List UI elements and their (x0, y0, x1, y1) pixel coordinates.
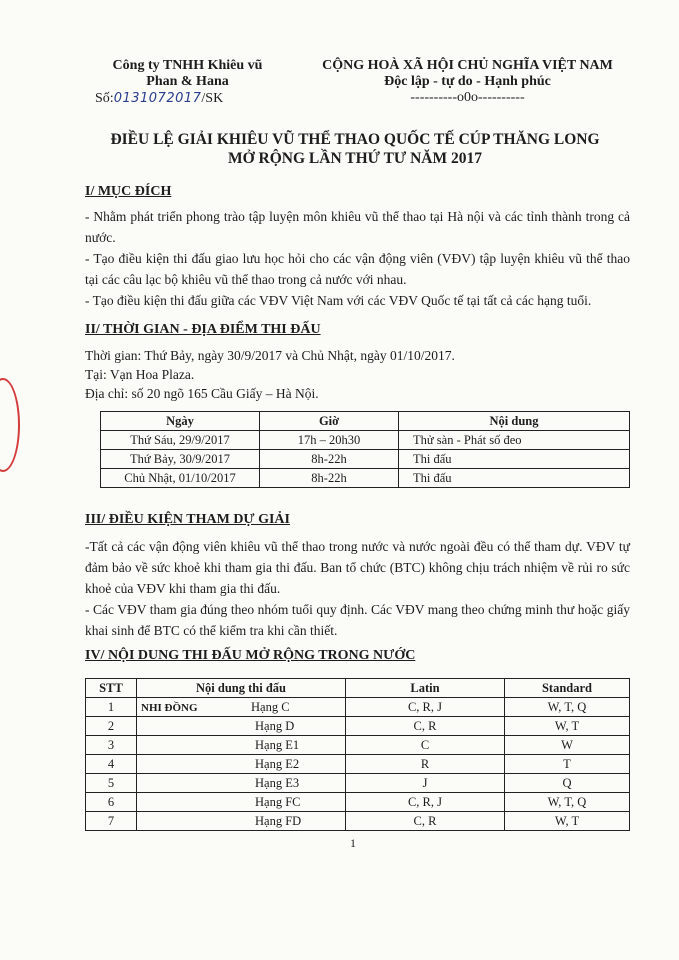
latin-cell: R (346, 755, 505, 774)
schedule-cell: Thứ Sáu, 29/9/2017 (101, 431, 260, 450)
content-cell: Hạng E3 (137, 774, 346, 793)
content-cell (137, 698, 346, 717)
latin-cell: C (346, 736, 505, 755)
standard-cell: W, T (505, 812, 630, 831)
schedule-header-day: Ngày (101, 412, 260, 431)
page-number: 1 (350, 836, 356, 850)
stt-cell: 5 (86, 774, 137, 793)
section1-body (85, 206, 630, 311)
schedule-header-row (101, 412, 630, 431)
section3-para1: -Tất cả các vận động viên khiêu vũ thể thao trong nước và nước ngoài đều có thể tham dự. VĐV tự đảm bảo về sức khoẻ khi tham gia thi đấu. Ban tổ chức (BTC) không chịu trách nhiệm về rủi ro sức khoẻ của VĐV khi tham gia thi đấu. (85, 539, 630, 596)
national-motto: Độc lập - tự do - Hạnh phúc (384, 74, 551, 89)
header-standard: Standard (505, 679, 630, 698)
header-content: Nội dung thi đấu (137, 679, 346, 698)
doc-no-prefix: Số: (95, 91, 114, 106)
company-name-line1: Công ty TNHH Khiêu vũ (112, 58, 263, 73)
table-row (86, 717, 630, 736)
content-cell: Hạng FC (137, 793, 346, 812)
section1-para1: - Nhằm phát triển phong trào tập luyện môn khiêu vũ thể thao tại Hà nội và các tỉnh thành trong cả nước. (85, 209, 630, 245)
schedule-cell: Thi đấu (399, 450, 630, 469)
schedule-header-time: Giờ (260, 412, 399, 431)
latin-cell: J (346, 774, 505, 793)
document-number (95, 91, 223, 107)
section3-heading: III/ ĐIỀU KIỆN THAM DỰ GIẢI (85, 512, 290, 527)
section2-details (85, 346, 455, 403)
event-address: Địa chỉ: số 20 ngõ 165 Cầu Giấy – Hà Nội. (85, 386, 319, 401)
group-label: NHI ĐỒNG (141, 701, 198, 714)
event-time: Thời gian: Thứ Bảy, ngày 30/9/2017 và Chủ Nhật, ngày 01/10/2017. (85, 348, 455, 363)
content-cell: Hạng E2 (137, 755, 346, 774)
latin-cell: C, R (346, 812, 505, 831)
stt-cell: 7 (86, 812, 137, 831)
schedule-table (100, 411, 630, 488)
table-row (86, 774, 630, 793)
table-row (101, 450, 630, 469)
schedule-cell: 17h – 20h30 (260, 431, 399, 450)
header-stt: STT (86, 679, 137, 698)
document-title (60, 130, 650, 168)
motto-divider: ----------o0o---------- (410, 90, 525, 105)
class-name: Hạng C (251, 699, 290, 714)
doc-no-suffix: /SK (201, 91, 224, 106)
table-row (101, 431, 630, 450)
standard-cell: T (505, 755, 630, 774)
doc-no-handwritten: 0131072017 (113, 91, 202, 106)
table-row (86, 736, 630, 755)
stt-cell: 6 (86, 793, 137, 812)
competition-table (85, 678, 630, 831)
title-line1: ĐIỀU LỆ GIẢI KHIÊU VŨ THỂ THAO QUỐC TẾ CÚP THĂNG LONG (110, 131, 600, 148)
event-place: Tại: Vạn Hoa Plaza. (85, 367, 195, 382)
section3-para2: - Các VĐV tham gia đúng theo nhóm tuổi quy định. Các VĐV mang theo chứng minh thư hoặc giấy khai sinh để BTC có thể kiểm tra khi cần thiết. (85, 602, 630, 638)
company-header (95, 58, 280, 90)
stt-cell: 3 (86, 736, 137, 755)
title-line2: MỞ RỘNG LẦN THỨ TƯ NĂM 2017 (227, 150, 483, 167)
section2-heading: II/ THỜI GIAN - ĐỊA ĐIỂM THI ĐẤU (85, 322, 321, 337)
stt-cell: 4 (86, 755, 137, 774)
table-row (86, 755, 630, 774)
table-row (86, 812, 630, 831)
schedule-cell: Thứ Bảy, 30/9/2017 (101, 450, 260, 469)
section1-para2: - Tạo điều kiện thi đấu giao lưu học hỏi cho các vận động viên (VĐV) tập luyện khiêu vũ thể thao tại các câu lạc bộ khiêu vũ thể thao trong cả nước với nhau. (85, 251, 630, 287)
latin-cell: C, R, J (346, 793, 505, 812)
competition-header-row (86, 679, 630, 698)
content-cell: Hạng D (137, 717, 346, 736)
header-latin: Latin (346, 679, 505, 698)
schedule-cell: Thử sàn - Phát số đeo (399, 431, 630, 450)
standard-cell: W, T, Q (505, 698, 630, 717)
stt-cell: 1 (86, 698, 137, 717)
stt-cell: 2 (86, 717, 137, 736)
section4-heading: IV/ NỘI DUNG THI ĐẤU MỞ RỘNG TRONG NƯỚC (85, 648, 416, 663)
content-cell: Hạng FD (137, 812, 346, 831)
standard-cell: Q (505, 774, 630, 793)
schedule-header-content: Nội dung (399, 412, 630, 431)
standard-cell: W (505, 736, 630, 755)
table-row (101, 469, 630, 488)
nation-name: CỘNG HOÀ XÃ HỘI CHỦ NGHĨA VIỆT NAM (322, 58, 613, 73)
table-row (86, 698, 630, 717)
section1-heading: I/ MỤC ĐÍCH (85, 184, 172, 199)
red-stamp-fragment (0, 378, 20, 472)
latin-cell: C, R, J (346, 698, 505, 717)
company-name-line2: Phan & Hana (146, 74, 229, 89)
standard-cell: W, T, Q (505, 793, 630, 812)
latin-cell: C, R (346, 717, 505, 736)
content-cell: Hạng E1 (137, 736, 346, 755)
schedule-cell: Thi đấu (399, 469, 630, 488)
standard-cell: W, T (505, 717, 630, 736)
table-row (86, 793, 630, 812)
section3-body (85, 536, 630, 641)
section1-para3: - Tạo điều kiện thi đấu giữa các VĐV Việt Nam với các VĐV Quốc tế tại tất cả các hạng tuổi. (85, 293, 592, 308)
schedule-cell: 8h-22h (260, 450, 399, 469)
schedule-cell: Chủ Nhật, 01/10/2017 (101, 469, 260, 488)
national-header (300, 58, 635, 106)
schedule-cell: 8h-22h (260, 469, 399, 488)
